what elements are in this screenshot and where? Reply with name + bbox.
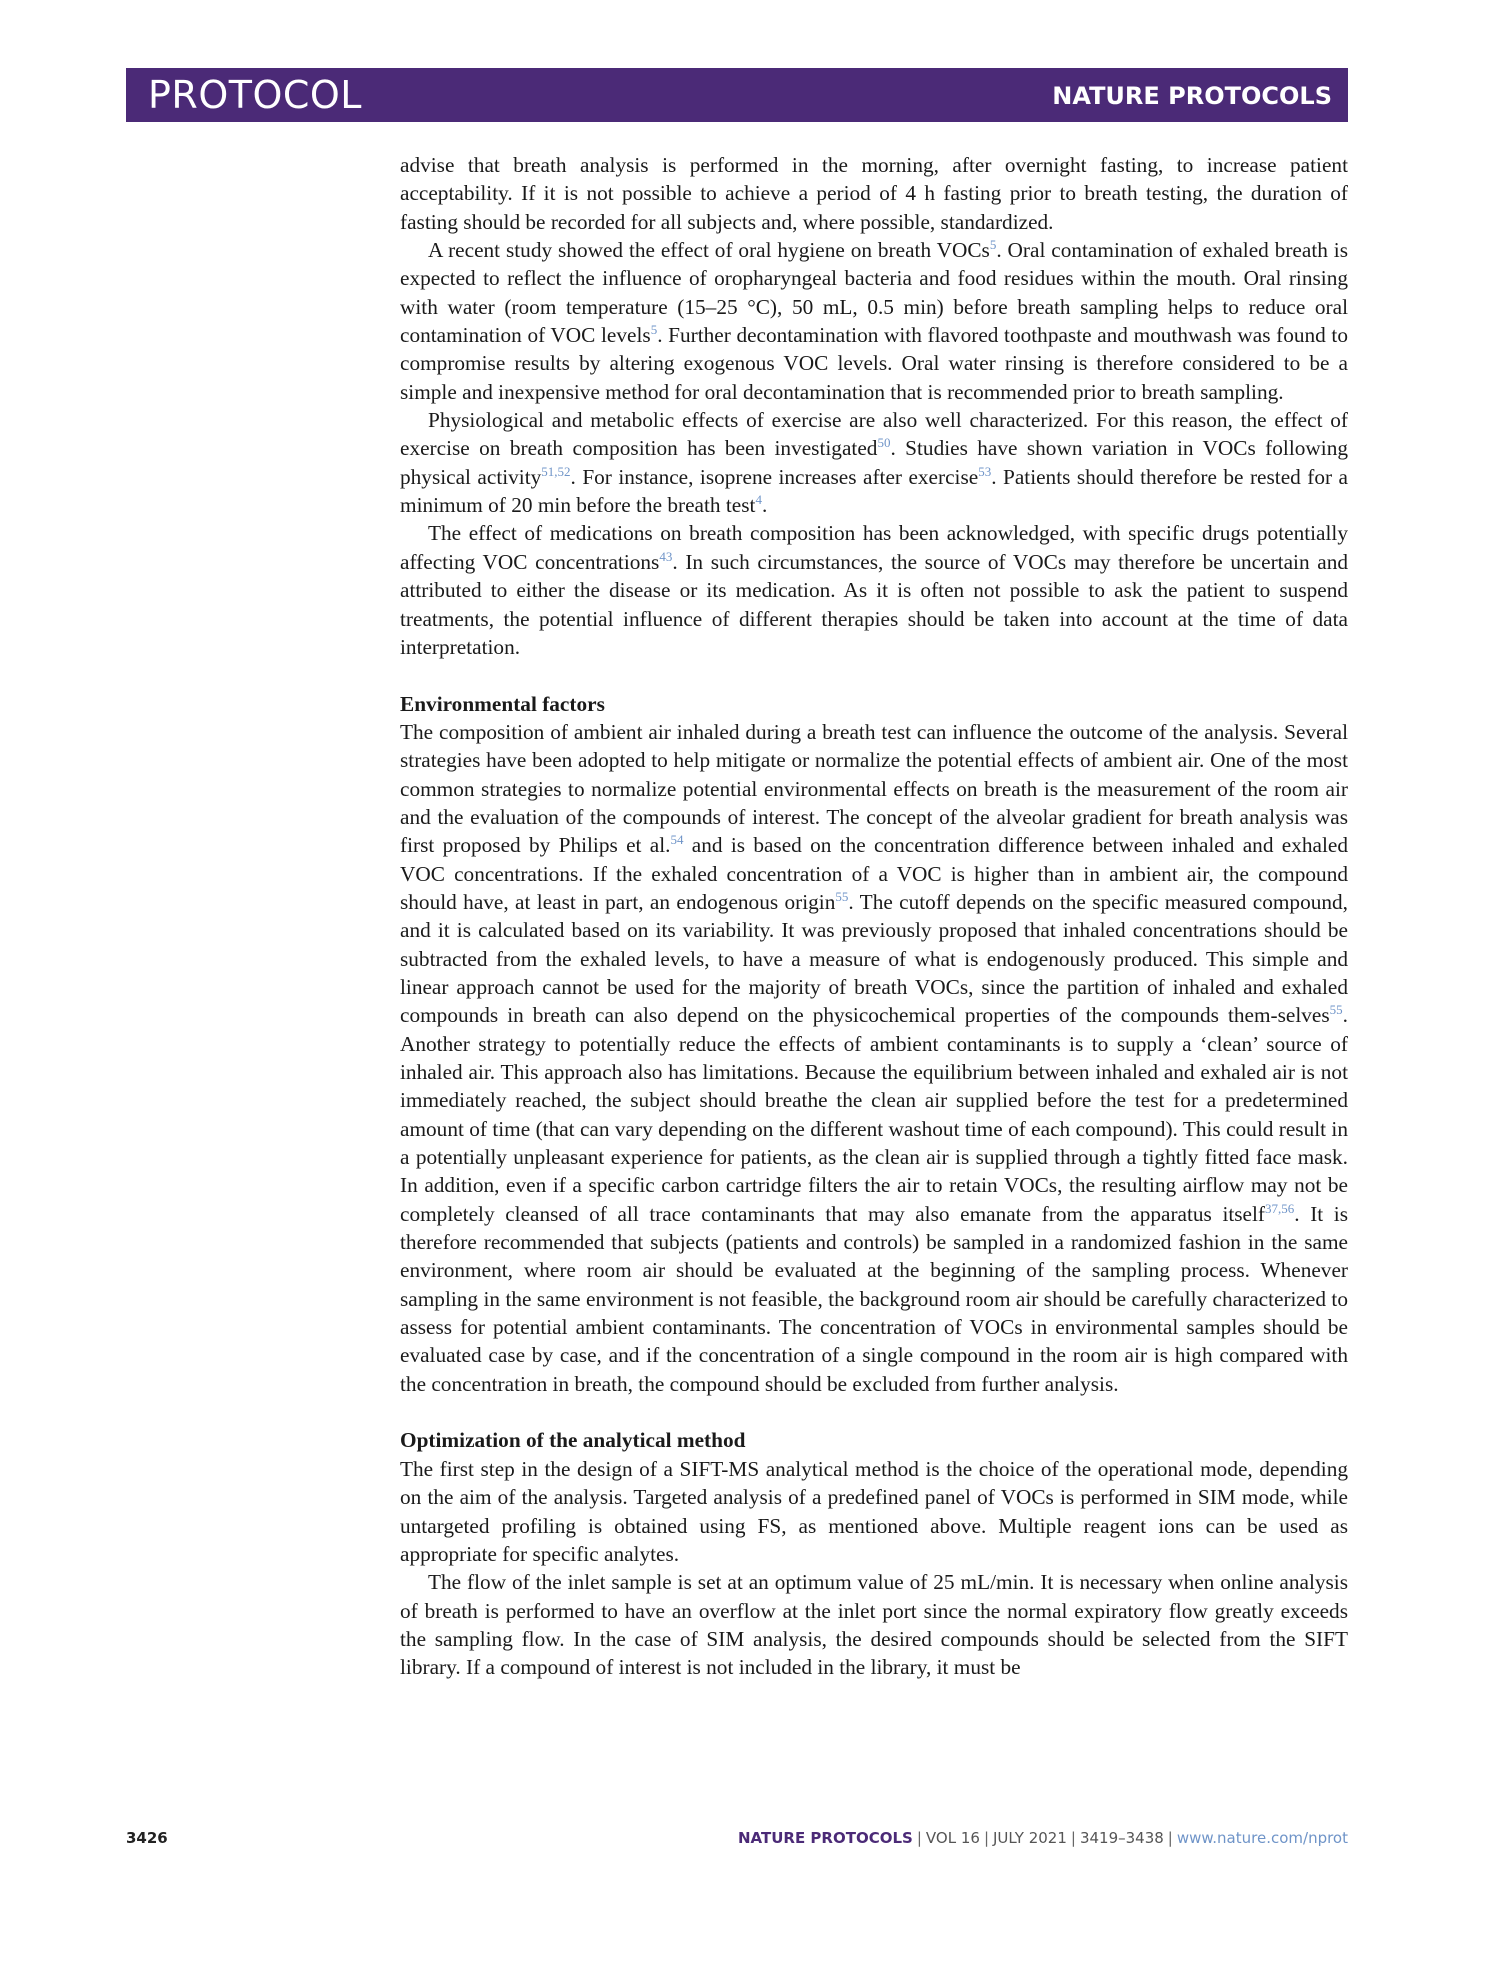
journal-name: NATURE PROTOCOLS — [738, 1829, 913, 1847]
issue-date: JULY 2021 — [993, 1829, 1067, 1847]
article-body — [400, 151, 1348, 1682]
reference-link[interactable]: 55 — [1329, 1002, 1343, 1018]
reference-link[interactable]: 5 — [989, 237, 997, 253]
reference-link[interactable]: 55 — [835, 888, 849, 904]
reference-link[interactable]: 54 — [670, 832, 684, 848]
reference-link[interactable]: 4 — [755, 492, 762, 508]
reference-link[interactable]: 5 — [650, 322, 658, 338]
paragraph: The effect of medications on breath composition has been acknowledged, with specific drugs potentially affecting VOC concentrations$^{43}$. In such circumstances, the source of VOCs may therefore be uncertain and attributed to either the disease or its medication. As it is often not possible to ask the patient to suspend treatments, the potential influence of different therapies should be taken into account at the time of data interpretation. — [400, 521, 1349, 659]
reference-link[interactable]: 50 — [877, 435, 891, 451]
journal-citation: NATURE PROTOCOLS | VOL 16 | JULY 2021 | 3419–3438 | www.nature.com/nprot — [738, 1829, 1348, 1847]
page-number: 3426 — [126, 1829, 168, 1847]
page-range: 3419–3438 — [1079, 1829, 1164, 1847]
section-heading: Environmental factors — [400, 691, 605, 716]
paragraph: The composition of ambient air inhaled during a breath test can influence the outcome of the analysis. Several strategies have been adopted to help mitigate or normalize the potential effects of ambient air. One of the most common strategies to normalize potential environmental effects on breath is the measurement of the room air and the evaluation of the compounds of interest. The concept of the alveolar gradient for breath analysis was first proposed by Philips et al.$^{54}$ and is based on the concentration difference between inhaled and exhaled VOC concentrations. If the exhaled concentration of a VOC is higher than in ambient air, the compound should have, at least in part, an endogenous origin$^{55}$. The cutoff depends on the specific measured compound, and it is calculated based on its variability. It was previously proposed that inhaled concentrations should be subtracted from the exhaled levels, to have a measure of what is endogenously produced. This simple and linear approach cannot be used for the majority of breath VOCs, since the partition of inhaled and exhaled compounds in breath can also depend on the physicochemical properties of the compounds them-selves$^{55}$. Another strategy to potentially reduce the effects of ambient contaminants is to supply a ‘clean’ source of inhaled air. This approach also has limitations. Because the equilibrium between inhaled and exhaled air is not immediately reached, the subject should breathe the clean air supplied before the test for a predetermined amount of time (that can vary depending on the different washout time of each compound). This could result in a potentially unpleasant experience for patients, as the clean air is supplied through a tightly fitted face mask. In addition, even if a specific carbon cartridge filters the air to retain VOCs, the resulting airflow may not be completely cleansed of all trace contaminants that may also emanate from the apparatus itself$^{37,56}$. It is therefore recommended that subjects (patients and controls) be sampled in a randomized fashion in the same environment, where room air should be evaluated at the beginning of the sampling process. Whenever sampling in the same environment is not feasible, the background room air should be carefully characterized to assess for potential ambient contaminants. The concentration of VOCs in environmental samples should be evaluated case by case, and if the concentration of a single compound in the room air is high compared with the concentration in breath, the compound should be excluded from further analysis. — [400, 719, 1349, 1396]
journal-label: NATURE PROTOCOLS — [1052, 82, 1332, 110]
reference-link[interactable]: 51,52 — [541, 463, 571, 479]
journal-url-link[interactable]: www.nature.com/nprot — [1176, 1829, 1348, 1847]
volume: VOL 16 — [925, 1829, 980, 1847]
paragraph: The flow of the inlet sample is set at an optimum value of 25 mL/min. It is necessary when online analysis of breath is performed to have an overflow at the inlet port since the normal expiratory flow greatly exceeds the sampling flow. In the case of SIM analysis, the desired compounds should be selected from the SIFT library. If a compound of interest is not included in the library, it must be — [400, 1570, 1348, 1680]
section-heading: Optimization of the analytical method — [400, 1428, 746, 1453]
paragraph: advise that breath analysis is performed in the morning, after overnight fasting, to increase patient acceptability. If it is not possible to achieve a period of 4 h fasting prior to breath testing, the duration of fasting should be recorded for all subjects and, where possible, standardized. — [400, 153, 1348, 234]
reference-link[interactable]: 53 — [978, 463, 992, 479]
paragraph: A recent study showed the effect of oral hygiene on breath VOCs$^5$. Oral contamination of exhaled breath is expected to reflect the influence of oropharyngeal bacteria and food residues within the mouth. Oral rinsing with water (room temperature (15–25 °C), 50 mL, 0.5 min) before breath sampling helps to reduce oral contamination of VOC levels$^5$. Further decontamination with flavored toothpaste and mouthwash was found to compromise results by altering exogenous VOC levels. Oral water rinsing is therefore considered to be a simple and inexpensive method for oral decontamination that is recommended prior to breath sampling. — [400, 237, 1348, 404]
reference-link[interactable]: 37,56 — [1265, 1200, 1295, 1216]
reference-link[interactable]: 43 — [659, 548, 673, 564]
paragraph: The first step in the design of a SIFT-MS analytical method is the choice of the operational mode, depending on the aim of the analysis. Targeted analysis of a predefined panel of VOCs is performed in SIM mode, while untargeted profiling is obtained using FS, as mentioned above. Multiple reagent ions can be used as appropriate for specific analytes. — [400, 1456, 1348, 1566]
header-bar — [126, 68, 1348, 122]
section-label: PROTOCOL — [148, 73, 362, 117]
paragraph: Physiological and metabolic effects of exercise are also well characterized. For this reason, the effect of exercise on breath composition has been investigated$^{50}$. Studies have shown variation in VOCs following physical activity$^{51,52}$. For instance, isoprene increases after exercise$^{53}$. Patients should therefore be rested for a minimum of 20 min before the breath test$^4$. — [400, 408, 1348, 518]
page-footer — [126, 1829, 1348, 1853]
